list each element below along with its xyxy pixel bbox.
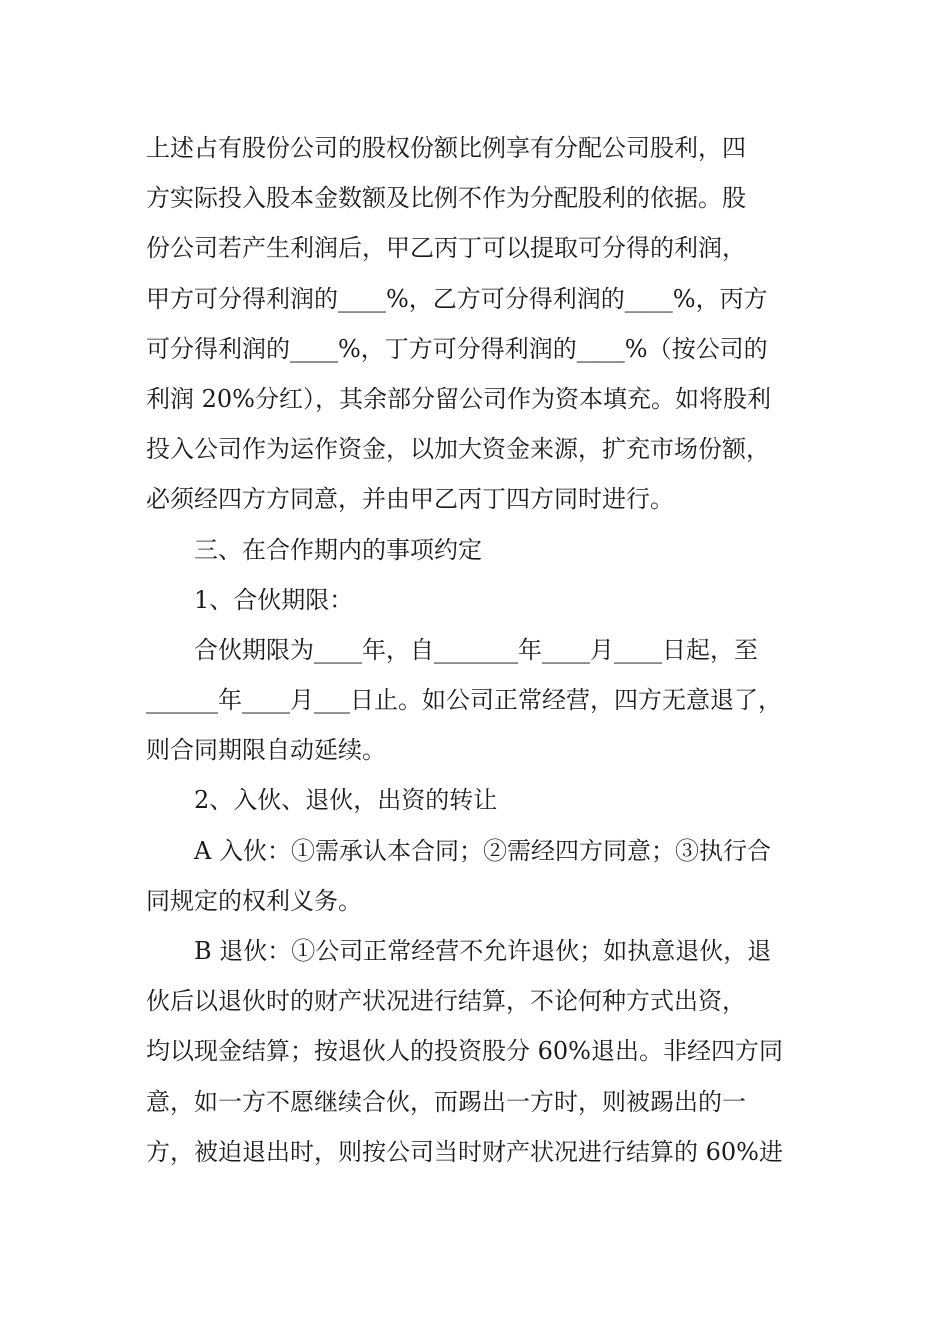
text-line: 投入公司作为运作资金，以加大资金来源，扩充市场份额， (146, 435, 770, 464)
text-line: 方实际投入股本金数额及比例不作为分配股利的依据。股 (146, 184, 746, 213)
text-line: 方，被迫退出时，则按公司当时财产状况进行结算的 60%进 (146, 1137, 783, 1166)
text-line: 合伙期限为____年，自_______年____月____日起，至 (194, 635, 758, 664)
text-line: ______年____月___日止。如公司正常经营，四方无意退了， (146, 686, 782, 715)
document-body (146, 123, 806, 1177)
subsection-heading: 1、合伙期限： (194, 585, 354, 614)
section-heading: 三、在合作期内的事项约定 (194, 535, 482, 564)
text-line: 伙后以退伙时的财产状况进行结算，不论何种方式出资， (146, 987, 746, 1016)
text-line: 则合同期限自动延续。 (146, 736, 386, 765)
text-line: 甲方可分得利润的____%，乙方可分得利润的____%，丙方 (146, 284, 768, 313)
text-line: 份公司若产生利润后，甲乙丙丁可以提取可分得的利润， (146, 234, 746, 263)
subsection-heading: 2、入伙、退伙，出资的转让 (194, 786, 498, 815)
text-line: 同规定的权利义务。 (146, 886, 362, 915)
text-line: 必须经四方方同意，并由甲乙丙丁四方同时进行。 (146, 485, 674, 514)
text-line: 均以现金结算；按退伙人的投资股分 60%退出。非经四方同 (146, 1037, 783, 1066)
text-line: A 入伙：①需承认本合同；②需经四方同意；③执行合 (194, 836, 771, 865)
text-line: B 退伙：①公司正常经营不允许退伙；如执意退伙，退 (194, 937, 772, 965)
text-line: 可分得利润的____%，丁方可分得利润的____%（按公司的 (146, 334, 768, 363)
text-line: 意，如一方不愿继续合伙，而踢出一方时，则被踢出的一 (146, 1087, 746, 1116)
text-line: 利润 20%分红），其余部分留公司作为资本填充。如将股利 (146, 384, 771, 413)
text-line: 上述占有股份公司的股权份额比例享有分配公司股利，四 (146, 134, 746, 162)
